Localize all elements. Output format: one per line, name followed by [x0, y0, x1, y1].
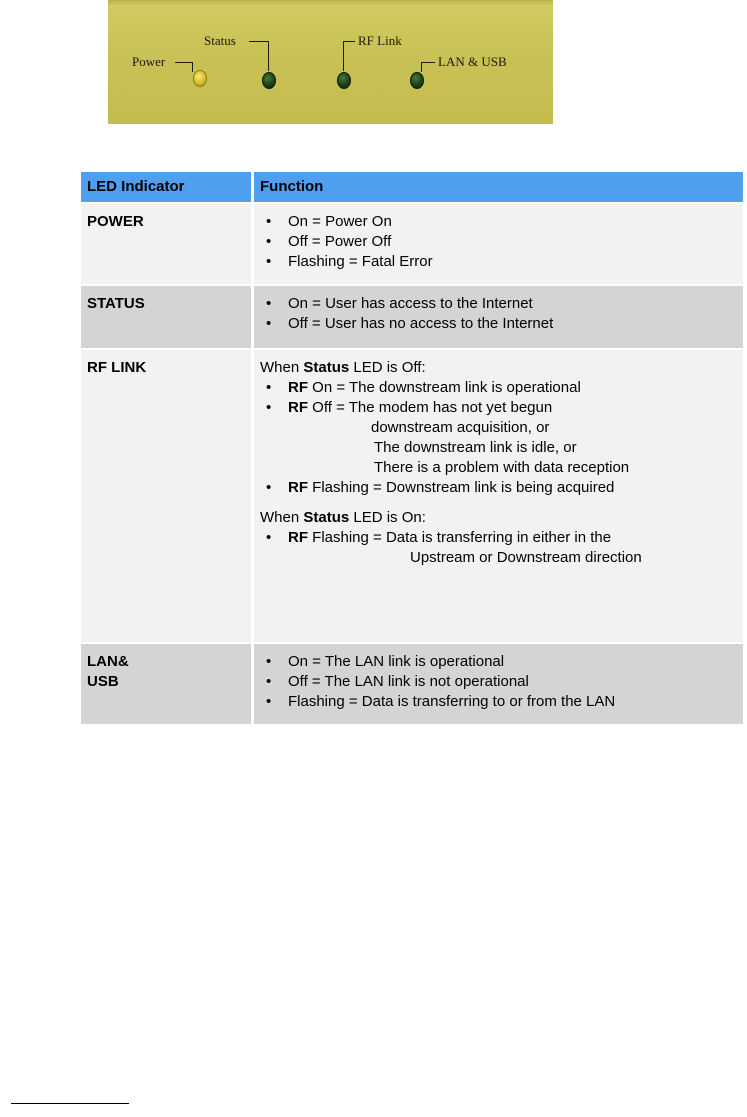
- list-item: • Off = User has no access to the Internet: [260, 314, 737, 334]
- lan-lead-line-drop: [421, 62, 422, 72]
- indicator-name-lan: LAN&: [87, 653, 129, 670]
- panel-label-rf-link: RF Link: [358, 33, 402, 48]
- indicator-name-power: POWER: [87, 213, 144, 230]
- function-cell: [254, 204, 743, 284]
- led-panel-photo: [108, 0, 553, 124]
- list-item: • Flashing = Fatal Error: [260, 252, 737, 272]
- table-row-status: [81, 286, 743, 348]
- header-led-indicator: LED Indicator: [81, 172, 251, 202]
- table-row-lan-usb: [81, 644, 743, 724]
- indicator-cell: [81, 204, 251, 284]
- power-lead-line: [175, 62, 193, 63]
- rf-lead-line: [343, 41, 355, 42]
- lan-lead-line: [421, 62, 435, 63]
- panel-label-status: Status: [204, 33, 236, 48]
- rf-lead-line-drop: [343, 41, 344, 71]
- status-lead-line-drop: [268, 41, 269, 71]
- list-item: • Off = The LAN link is not operational: [260, 672, 737, 692]
- table-header-row: [81, 172, 743, 202]
- function-cell: [254, 350, 743, 642]
- panel-label-lan-usb: LAN & USB: [438, 54, 507, 69]
- lan-usb-led: [410, 72, 424, 89]
- indicator-name-rf-link: RF LINK: [87, 359, 147, 376]
- rf-condition-status-off: When Status LED is Off:: [260, 359, 426, 376]
- indicator-name-usb: USB: [87, 673, 119, 690]
- rf-link-led: [337, 72, 351, 89]
- indicator-cell: [81, 350, 251, 642]
- list-item-continuation: Upstream or Downstream direction: [410, 549, 642, 566]
- list-item: • On = The LAN link is operational: [260, 652, 737, 672]
- power-lead-line-drop: [192, 62, 193, 72]
- list-item: • RF Flashing = Data is transferring in either in the: [260, 528, 737, 548]
- list-item: • On = User has access to the Internet: [260, 294, 737, 314]
- indicator-cell: [81, 644, 251, 724]
- footnote-rule: [11, 1103, 129, 1104]
- list-item: • Flashing = Data is transferring to or from the LAN: [260, 692, 737, 712]
- panel-label-power: Power: [132, 54, 166, 69]
- status-led: [262, 72, 276, 89]
- list-item: • RF Flashing = Downstream link is being acquired: [260, 478, 737, 498]
- list-item: • Off = Power Off: [260, 232, 737, 252]
- status-lead-line: [249, 41, 269, 42]
- function-cell: [254, 286, 743, 348]
- list-item: • RF On = The downstream link is operational: [260, 378, 737, 398]
- function-cell: [254, 644, 743, 724]
- list-item: • RF Off = The modem has not yet begun: [260, 398, 737, 418]
- indicator-cell: [81, 286, 251, 348]
- power-led: [193, 70, 207, 87]
- list-item: • On = Power On: [260, 212, 737, 232]
- rf-condition-status-on: When Status LED is On:: [260, 509, 426, 526]
- list-item-continuation: downstream acquisition, or: [371, 419, 550, 436]
- table-row-rf-link: [81, 350, 743, 642]
- led-indicator-table: [78, 170, 746, 726]
- header-function: Function: [254, 172, 743, 202]
- table-row-power: [81, 204, 743, 284]
- list-item-continuation: The downstream link is idle, or: [374, 439, 577, 456]
- indicator-name-status: STATUS: [87, 295, 145, 312]
- list-item-continuation: There is a problem with data reception: [374, 459, 630, 476]
